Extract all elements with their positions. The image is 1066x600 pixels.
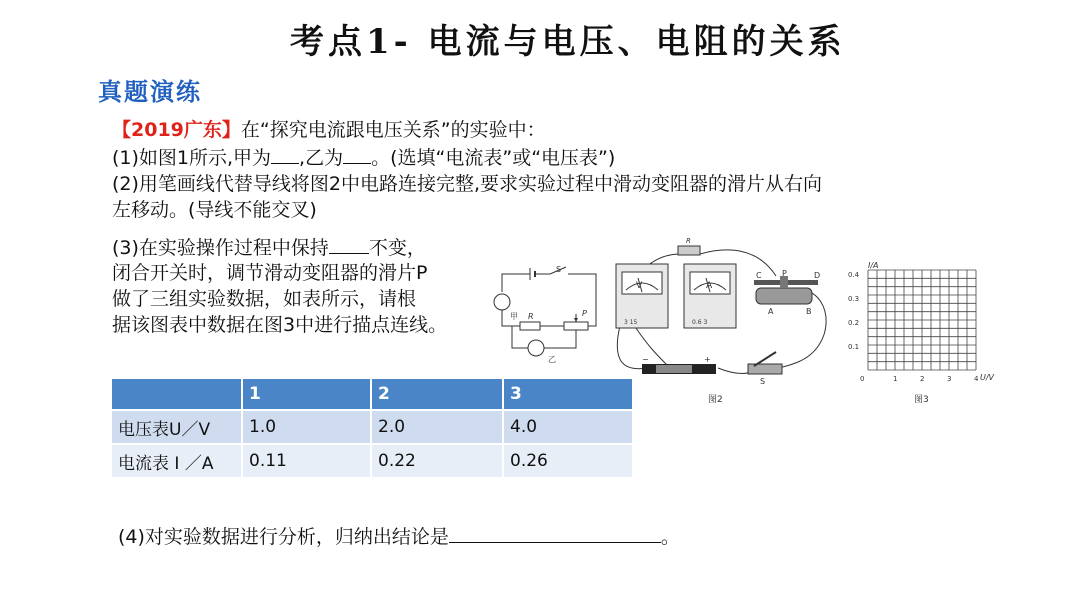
answer-blank-conclusion[interactable] bbox=[449, 524, 661, 543]
fig3-caption: 图3 bbox=[914, 395, 929, 405]
table-cell: 0.11 bbox=[242, 444, 371, 478]
table-cell: 0.22 bbox=[371, 444, 503, 478]
answer-blank-constant[interactable] bbox=[329, 235, 369, 254]
question-part3-line1 bbox=[112, 235, 426, 261]
rheostat-icon bbox=[756, 288, 812, 304]
y-tick-label: 0.2 bbox=[848, 319, 860, 327]
part3-text-b: 不变， bbox=[368, 237, 426, 259]
fig2-label-b: B bbox=[806, 307, 812, 316]
question-part3-line2: 闭合开关时，调节滑动变阻器的滑片P bbox=[112, 262, 428, 284]
table-header-cell: 1 bbox=[242, 379, 371, 410]
fig2-label-c: C bbox=[756, 271, 762, 280]
x-tick-label: 4 bbox=[974, 375, 979, 383]
fig2-label-d: D bbox=[814, 271, 821, 280]
table-cell: 1.0 bbox=[242, 410, 371, 444]
fig1-label-p: P bbox=[582, 309, 587, 318]
fig1-label-yi: 乙 bbox=[548, 355, 556, 364]
fig2-label-minus: − bbox=[642, 355, 649, 364]
table-cell: 2.0 bbox=[371, 410, 503, 444]
section-subtitle: 真题演练 bbox=[98, 77, 202, 106]
table-cell: 0.26 bbox=[503, 444, 633, 478]
fig2-label-v: V bbox=[636, 281, 643, 291]
question-part3-line3: 做了三组实验数据，如表所示，请根 bbox=[112, 288, 417, 310]
figure3-graph-grid bbox=[838, 250, 1008, 410]
part4-text-b: 。 bbox=[660, 526, 680, 548]
y-tick-label: 0.3 bbox=[848, 295, 860, 303]
table-header-cell: 2 bbox=[371, 379, 503, 410]
fig3-y-label: I/A bbox=[868, 261, 879, 270]
table-header-cell bbox=[112, 379, 242, 410]
table-cell: 4.0 bbox=[503, 410, 633, 444]
fig2-label-r: R bbox=[686, 237, 691, 245]
fig3-x-label: U/V bbox=[980, 373, 995, 382]
switch-icon bbox=[748, 364, 782, 374]
part1-text-a: (1)如图1所示,甲为 bbox=[112, 147, 272, 169]
table-row bbox=[112, 444, 633, 478]
y-tick-label: 0.4 bbox=[848, 271, 860, 279]
fig2-vscale: 3 15 bbox=[624, 319, 638, 326]
question-part2-line2: 左移动。(导线不能交叉) bbox=[112, 199, 317, 221]
answer-blank-yi[interactable] bbox=[343, 145, 371, 164]
question-part4 bbox=[118, 524, 680, 550]
source-tag: 【2019广东】 bbox=[112, 119, 241, 141]
figure1-circuit-diagram bbox=[490, 262, 610, 370]
data-table bbox=[112, 379, 634, 479]
part1-text-c: 。(选填“电流表”或“电压表”) bbox=[371, 147, 616, 169]
fig2-label-a: A bbox=[706, 281, 713, 291]
intro-text: 在“探究电流跟电压关系”的实验中： bbox=[240, 119, 546, 141]
x-tick-label: 2 bbox=[920, 375, 925, 383]
x-tick-label: 0 bbox=[860, 375, 865, 383]
table-header-row bbox=[112, 379, 633, 410]
fig2-caption: 图2 bbox=[708, 395, 723, 405]
part1-text-b: ,乙为 bbox=[299, 147, 344, 169]
table-row bbox=[112, 410, 633, 444]
fig2-ascale: 0.6 3 bbox=[692, 319, 708, 326]
fig2-label-a2: A bbox=[768, 307, 774, 316]
answer-blank-jia[interactable] bbox=[271, 145, 299, 164]
question-intro-line bbox=[112, 118, 546, 143]
y-tick-label: 0.1 bbox=[848, 343, 860, 351]
x-tick-label: 1 bbox=[893, 375, 898, 383]
part4-text-a: (4)对实验数据进行分析，归纳出结论是 bbox=[118, 526, 449, 548]
table-header-cell: 3 bbox=[503, 379, 633, 410]
question-part3-line4: 据该图表中数据在图3中进行描点连线。 bbox=[112, 314, 448, 336]
question-part2-line1: (2)用笔画线代替导线将图2中电路连接完整,要求实验过程中滑动变阻器的滑片从右向 bbox=[112, 173, 823, 195]
fig1-label-r: R bbox=[528, 312, 534, 321]
part3-text-a: (3)在实验操作过程中保持 bbox=[112, 237, 329, 259]
question-part1 bbox=[112, 145, 615, 171]
row-label: 电压表U／V bbox=[112, 410, 242, 444]
fig2-label-plus: + bbox=[704, 355, 711, 364]
x-tick-label: 3 bbox=[947, 375, 952, 383]
figure2-apparatus bbox=[608, 236, 840, 408]
page-title: 考点1- 电流与电压、电阻的关系 bbox=[290, 22, 846, 62]
fig1-label-s: S bbox=[556, 265, 562, 274]
fig2-label-p: P bbox=[782, 269, 787, 278]
row-label: 电流表 I ／A bbox=[112, 444, 242, 478]
fig2-label-s: S bbox=[760, 377, 766, 386]
fig1-label-jia: 甲 bbox=[510, 312, 518, 321]
